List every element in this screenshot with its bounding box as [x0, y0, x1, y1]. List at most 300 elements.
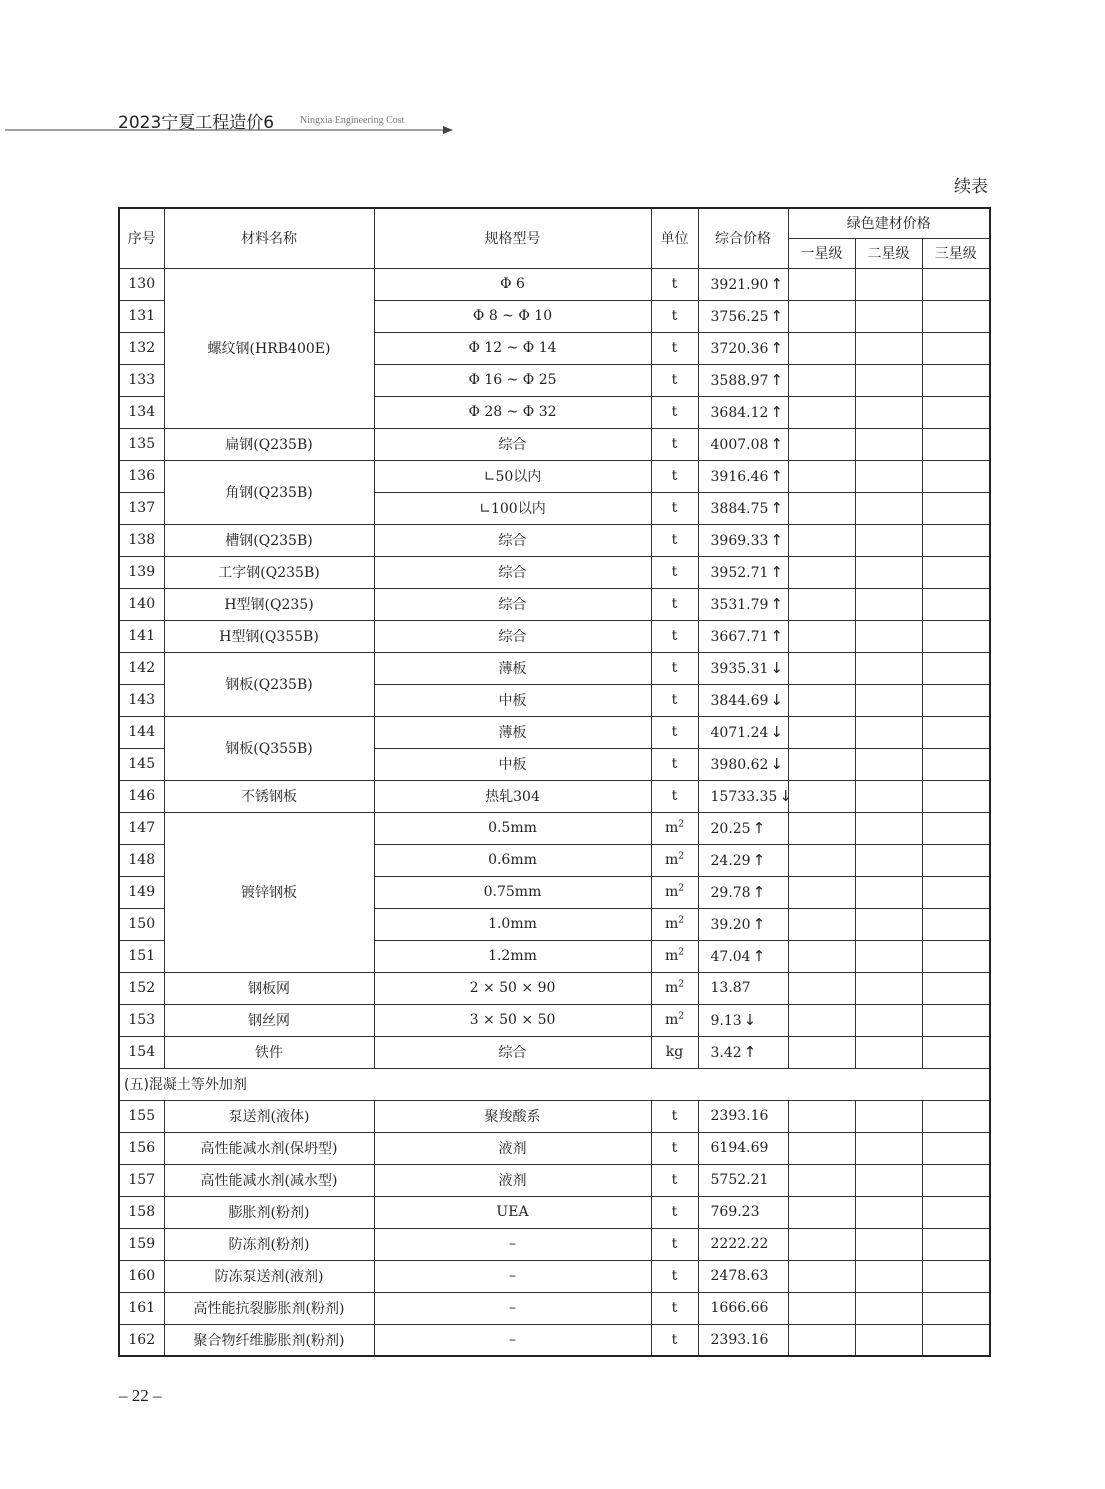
arrow-up-icon: ↑ [770, 435, 783, 453]
unit-cell [651, 588, 698, 620]
three-star-cell [922, 844, 990, 876]
price-value: 2393.16 [710, 1331, 769, 1348]
seq-cell: 142 [119, 652, 164, 684]
seq-cell: 159 [119, 1228, 164, 1260]
seq-cell: 152 [119, 972, 164, 1004]
spec-cell: 0.75mm [374, 876, 651, 908]
price-cell [698, 364, 788, 396]
one-star-cell [788, 812, 855, 844]
price-cell [698, 332, 788, 364]
header-two-star: 二星级 [855, 238, 922, 268]
price-cell [698, 460, 788, 492]
arrow-up-icon: ↑ [770, 595, 783, 613]
header-name: 材料名称 [164, 208, 374, 268]
spec-cell: – [374, 1260, 651, 1292]
arrow-down-icon: ↓ [770, 659, 783, 677]
unit-text: t [671, 1204, 678, 1220]
price-value: 3921.90 [710, 277, 769, 293]
spec-cell: 3 × 50 × 50 [374, 1004, 651, 1036]
table-row [119, 1132, 990, 1164]
price-value: 39.20 [710, 917, 751, 933]
arrow-up-icon: ↑ [770, 499, 783, 517]
spec-cell: 综合 [374, 588, 651, 620]
spec-cell: 2 × 50 × 90 [374, 972, 651, 1004]
seq-cell: 157 [119, 1164, 164, 1196]
unit-cell [651, 620, 698, 652]
unit-text: t [671, 500, 678, 516]
unit-superscript: 2 [678, 819, 684, 830]
seq-cell: 141 [119, 620, 164, 652]
two-star-cell [855, 364, 922, 396]
one-star-cell [788, 748, 855, 780]
three-star-cell [922, 780, 990, 812]
three-star-cell [922, 684, 990, 716]
one-star-cell [788, 972, 855, 1004]
unit-cell [651, 1196, 698, 1228]
price-value: 9.13 [710, 1013, 742, 1029]
table-row [119, 1260, 990, 1292]
spec-cell: 1.2mm [374, 940, 651, 972]
one-star-cell [788, 588, 855, 620]
table-row [119, 1004, 990, 1036]
three-star-cell [922, 1228, 990, 1260]
arrow-up-icon: ↑ [743, 1043, 757, 1061]
journal-title-english: Ningxia Engineering Cost [300, 115, 405, 126]
material-name-cell: 钢板(Q235B) [164, 652, 374, 716]
spec-cell: Φ 6 [374, 268, 651, 300]
two-star-cell [855, 1228, 922, 1260]
unit-superscript: 2 [678, 851, 684, 862]
one-star-cell [788, 876, 855, 908]
three-star-cell [922, 1164, 990, 1196]
three-star-cell [922, 972, 990, 1004]
spec-cell: Φ 12 ~ Φ 14 [374, 332, 651, 364]
three-star-cell [922, 1036, 990, 1068]
three-star-cell [922, 332, 990, 364]
spec-cell: 聚羧酸系 [374, 1100, 651, 1132]
table-row [119, 428, 990, 460]
price-cell [698, 268, 788, 300]
unit-text: t [671, 1331, 678, 1348]
table-row [119, 524, 990, 556]
spec-cell: ∟50以内 [374, 460, 651, 492]
seq-cell: 151 [119, 940, 164, 972]
unit-cell [651, 1324, 698, 1356]
three-star-cell [922, 1004, 990, 1036]
unit-text: t [671, 788, 678, 804]
price-cell [698, 1004, 788, 1036]
one-star-cell [788, 332, 855, 364]
table-row [119, 1324, 990, 1356]
one-star-cell [788, 1196, 855, 1228]
two-star-cell [855, 588, 922, 620]
unit-cell [651, 268, 698, 300]
table-row [119, 1164, 990, 1196]
table-row [119, 1196, 990, 1228]
arrow-up-icon: ↑ [752, 947, 766, 965]
material-name-cell: 高性能抗裂膨胀剂(粉剂) [164, 1292, 374, 1324]
unit-cell [651, 972, 698, 1004]
three-star-cell [922, 940, 990, 972]
price-cell [698, 524, 788, 556]
page-number: – 22 – [119, 1386, 162, 1405]
continued-label: 续表 [954, 177, 988, 197]
unit-superscript: 2 [678, 979, 684, 990]
table-row [119, 1036, 990, 1068]
price-value: 3916.46 [710, 469, 769, 485]
one-star-cell [788, 1004, 855, 1036]
unit-cell [651, 940, 698, 972]
two-star-cell [855, 1100, 922, 1132]
unit-cell [651, 748, 698, 780]
two-star-cell [855, 1132, 922, 1164]
arrow-up-icon: ↑ [752, 851, 766, 869]
price-value: 1666.66 [710, 1300, 769, 1316]
arrow-up-icon: ↑ [770, 371, 783, 389]
three-star-cell [922, 492, 990, 524]
material-name-cell: H型钢(Q235) [164, 588, 374, 620]
spec-cell: Φ 8 ~ Φ 10 [374, 300, 651, 332]
price-value: 5752.21 [710, 1172, 769, 1188]
price-value: 3844.69 [710, 693, 769, 709]
unit-text: t [671, 1140, 678, 1156]
price-cell [698, 1164, 788, 1196]
unit-text: t [671, 1300, 678, 1316]
seq-cell: 134 [119, 396, 164, 428]
spec-cell: – [374, 1228, 651, 1260]
three-star-cell [922, 396, 990, 428]
material-name-cell: 高性能减水剂(保坍型) [164, 1132, 374, 1164]
unit-cell [651, 492, 698, 524]
table-body [119, 268, 990, 1356]
unit-cell [651, 908, 698, 940]
price-value: 3684.12 [710, 405, 769, 421]
material-name-cell: 聚合物纤维膨胀剂(粉剂) [164, 1324, 374, 1356]
seq-cell: 139 [119, 556, 164, 588]
price-value: 3667.71 [710, 629, 769, 645]
three-star-cell [922, 1196, 990, 1228]
two-star-cell [855, 556, 922, 588]
spec-cell: 综合 [374, 556, 651, 588]
one-star-cell [788, 1324, 855, 1356]
three-star-cell [922, 652, 990, 684]
material-name-cell: 防冻剂(粉剂) [164, 1228, 374, 1260]
material-name-cell: 高性能减水剂(减水型) [164, 1164, 374, 1196]
price-cell [698, 428, 788, 460]
one-star-cell [788, 396, 855, 428]
unit-text: t [671, 724, 678, 740]
unit-text: t [671, 1108, 678, 1124]
price-cell [698, 620, 788, 652]
two-star-cell [855, 492, 922, 524]
seq-cell: 150 [119, 908, 164, 940]
spec-cell: 1.0mm [374, 908, 651, 940]
two-star-cell [855, 844, 922, 876]
one-star-cell [788, 780, 855, 812]
price-value: 3720.36 [710, 341, 769, 357]
three-star-cell [922, 1324, 990, 1356]
three-star-cell [922, 364, 990, 396]
one-star-cell [788, 684, 855, 716]
table-row [119, 1292, 990, 1324]
header-seq: 序号 [119, 208, 164, 268]
unit-text: m [664, 1012, 679, 1028]
unit-superscript: 2 [678, 883, 684, 894]
material-name-cell: 螺纹钢(HRB400E) [164, 268, 374, 428]
price-value: 13.87 [710, 980, 751, 996]
seq-cell: 149 [119, 876, 164, 908]
spec-cell: 综合 [374, 1036, 651, 1068]
arrow-down-icon: ↓ [779, 787, 792, 805]
price-value: 3884.75 [710, 501, 769, 517]
unit-text: m [664, 820, 679, 836]
three-star-cell [922, 556, 990, 588]
unit-cell [651, 1228, 698, 1260]
two-star-cell [855, 396, 922, 428]
seq-cell: 131 [119, 300, 164, 332]
spec-cell: – [374, 1324, 651, 1356]
two-star-cell [855, 1260, 922, 1292]
price-cell [698, 876, 788, 908]
arrow-down-icon: ↓ [770, 691, 783, 709]
arrow-up-icon: ↑ [770, 563, 783, 581]
one-star-cell [788, 556, 855, 588]
table-row [119, 812, 990, 844]
two-star-cell [855, 748, 922, 780]
unit-superscript: 2 [678, 947, 684, 958]
material-name-cell: 扁钢(Q235B) [164, 428, 374, 460]
price-cell [698, 812, 788, 844]
spec-cell: Φ 28 ~ Φ 32 [374, 396, 651, 428]
spec-cell: 液剂 [374, 1164, 651, 1196]
unit-cell [651, 780, 698, 812]
material-name-cell: 镀锌钢板 [164, 812, 374, 972]
price-value: 3952.71 [710, 565, 769, 581]
price-value: 3531.79 [710, 597, 769, 613]
seq-cell: 133 [119, 364, 164, 396]
price-value: 6194.69 [710, 1140, 769, 1156]
table-row [119, 780, 990, 812]
spec-cell: 0.5mm [374, 812, 651, 844]
one-star-cell [788, 1292, 855, 1324]
header-arrow-line [5, 125, 455, 139]
price-cell [698, 588, 788, 620]
unit-text: t [671, 404, 678, 420]
spec-cell: – [374, 1292, 651, 1324]
price-value: 29.78 [710, 885, 751, 901]
arrow-up-icon: ↑ [752, 819, 766, 837]
one-star-cell [788, 1260, 855, 1292]
table-row [119, 556, 990, 588]
two-star-cell [855, 332, 922, 364]
spec-cell: 液剂 [374, 1132, 651, 1164]
seq-cell: 136 [119, 460, 164, 492]
table-row [119, 268, 990, 300]
one-star-cell [788, 460, 855, 492]
three-star-cell [922, 876, 990, 908]
two-star-cell [855, 908, 922, 940]
unit-text: kg [665, 1044, 684, 1060]
unit-cell [651, 428, 698, 460]
seq-cell: 143 [119, 684, 164, 716]
arrow-up-icon: ↑ [752, 915, 766, 933]
table-row [119, 1100, 990, 1132]
unit-superscript: 2 [678, 915, 684, 926]
material-name-cell: 铁件 [164, 1036, 374, 1068]
material-name-cell: H型钢(Q355B) [164, 620, 374, 652]
two-star-cell [855, 876, 922, 908]
unit-cell [651, 1292, 698, 1324]
unit-cell [651, 684, 698, 716]
three-star-cell [922, 908, 990, 940]
price-value: 3969.33 [710, 533, 769, 549]
price-value: 20.25 [710, 821, 751, 837]
price-value: 3.42 [710, 1045, 742, 1061]
unit-text: t [671, 372, 678, 388]
unit-cell [651, 876, 698, 908]
price-cell [698, 1196, 788, 1228]
price-value: 2222.22 [710, 1236, 769, 1252]
unit-cell [651, 460, 698, 492]
one-star-cell [788, 268, 855, 300]
unit-cell [651, 812, 698, 844]
seq-cell: 130 [119, 268, 164, 300]
price-value: 15733.35 [710, 789, 778, 805]
seq-cell: 155 [119, 1100, 164, 1132]
arrow-up-icon: ↑ [770, 339, 783, 357]
table-row [119, 1228, 990, 1260]
three-star-cell [922, 300, 990, 332]
price-cell [698, 940, 788, 972]
unit-cell [651, 300, 698, 332]
one-star-cell [788, 620, 855, 652]
two-star-cell [855, 1164, 922, 1196]
two-star-cell [855, 812, 922, 844]
section-row [119, 1068, 990, 1100]
unit-text: t [671, 756, 678, 772]
unit-text: t [671, 628, 678, 644]
unit-text: t [671, 1172, 678, 1188]
unit-text: m [664, 916, 679, 932]
two-star-cell [855, 684, 922, 716]
table-row [119, 620, 990, 652]
unit-cell [651, 396, 698, 428]
spec-cell: 薄板 [374, 652, 651, 684]
arrow-down-icon: ↓ [770, 723, 783, 741]
seq-cell: 161 [119, 1292, 164, 1324]
one-star-cell [788, 716, 855, 748]
unit-cell [651, 1164, 698, 1196]
unit-text: m [664, 852, 679, 868]
price-cell [698, 1324, 788, 1356]
unit-superscript: 2 [678, 1011, 684, 1022]
arrow-up-icon: ↑ [770, 275, 783, 293]
two-star-cell [855, 780, 922, 812]
two-star-cell [855, 972, 922, 1004]
two-star-cell [855, 524, 922, 556]
price-cell [698, 396, 788, 428]
two-star-cell [855, 460, 922, 492]
price-table [118, 207, 991, 1357]
seq-cell: 138 [119, 524, 164, 556]
unit-cell [651, 652, 698, 684]
price-cell [698, 1260, 788, 1292]
spec-cell: UEA [374, 1196, 651, 1228]
arrow-up-icon: ↑ [770, 307, 783, 325]
seq-cell: 147 [119, 812, 164, 844]
one-star-cell [788, 524, 855, 556]
two-star-cell [855, 652, 922, 684]
three-star-cell [922, 1132, 990, 1164]
arrow-down-icon: ↓ [770, 755, 783, 773]
three-star-cell [922, 1292, 990, 1324]
unit-text: m [664, 980, 679, 996]
header-price: 综合价格 [698, 208, 788, 268]
table-row [119, 716, 990, 748]
section-title: (五)混凝土等外加剂 [119, 1068, 990, 1100]
spec-cell: Φ 16 ~ Φ 25 [374, 364, 651, 396]
one-star-cell [788, 1100, 855, 1132]
one-star-cell [788, 300, 855, 332]
two-star-cell [855, 1036, 922, 1068]
seq-cell: 160 [119, 1260, 164, 1292]
three-star-cell [922, 1260, 990, 1292]
unit-text: m [664, 948, 679, 964]
seq-cell: 135 [119, 428, 164, 460]
three-star-cell [922, 268, 990, 300]
seq-cell: 148 [119, 844, 164, 876]
unit-text: t [671, 692, 678, 708]
spec-cell: 薄板 [374, 716, 651, 748]
unit-text: t [671, 660, 678, 676]
unit-cell [651, 1004, 698, 1036]
price-cell [698, 1100, 788, 1132]
two-star-cell [855, 268, 922, 300]
three-star-cell [922, 812, 990, 844]
arrow-up-icon: ↑ [770, 467, 783, 485]
unit-cell [651, 844, 698, 876]
spec-cell: 中板 [374, 684, 651, 716]
material-name-cell: 不锈钢板 [164, 780, 374, 812]
page-header [0, 104, 470, 144]
three-star-cell [922, 716, 990, 748]
unit-cell [651, 524, 698, 556]
one-star-cell [788, 364, 855, 396]
material-name-cell: 防冻泵送剂(液剂) [164, 1260, 374, 1292]
material-name-cell: 工字钢(Q235B) [164, 556, 374, 588]
one-star-cell [788, 844, 855, 876]
unit-text: t [671, 1236, 678, 1252]
arrow-up-icon: ↑ [752, 883, 766, 901]
spec-cell: 综合 [374, 428, 651, 460]
spec-cell: 中板 [374, 748, 651, 780]
table-row [119, 460, 990, 492]
material-name-cell: 膨胀剂(粉剂) [164, 1196, 374, 1228]
unit-cell [651, 1260, 698, 1292]
three-star-cell [922, 1100, 990, 1132]
price-value: 3756.25 [710, 309, 769, 325]
price-cell [698, 748, 788, 780]
price-cell [698, 1036, 788, 1068]
two-star-cell [855, 716, 922, 748]
spec-cell: ∟100以内 [374, 492, 651, 524]
unit-cell [651, 1100, 698, 1132]
three-star-cell [922, 524, 990, 556]
price-value: 4007.08 [710, 437, 769, 453]
header-unit: 单位 [651, 208, 698, 268]
spec-cell: 综合 [374, 620, 651, 652]
unit-cell [651, 1036, 698, 1068]
